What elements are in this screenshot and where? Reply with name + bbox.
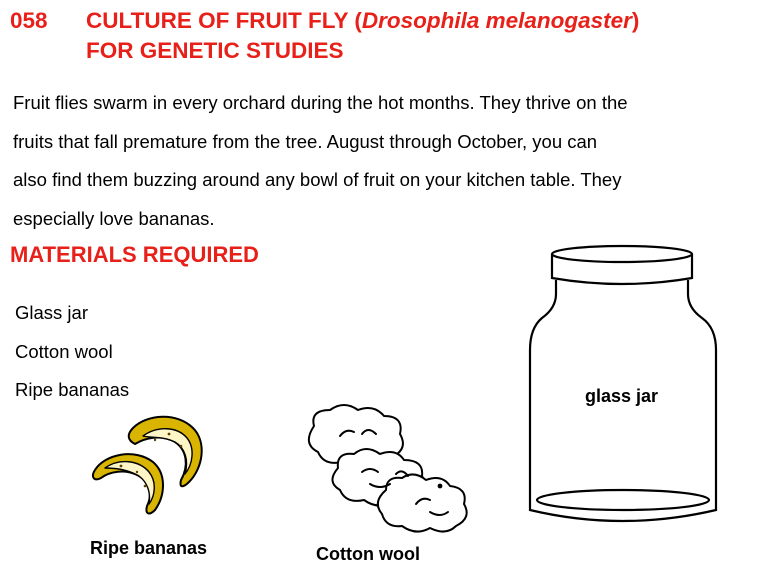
title-close: ) [631,8,640,33]
cotton-wool-illustration [300,404,490,538]
intro-line: fruits that fall premature from the tree. August through October, you can [13,130,598,152]
cotton-wool-label: Cotton wool [316,544,420,564]
title-line-2: FOR GENETIC STUDIES [86,38,344,63]
material-item: Cotton wool [15,340,113,362]
bananas-label: Ripe bananas [90,538,208,558]
bananas-illustration [85,410,210,525]
materials-heading: MATERIALS REQUIRED [10,242,259,267]
page-title [86,6,746,66]
item-number: 058 [10,8,48,33]
material-item: Ripe bananas [15,379,130,400]
title-main: CULTURE OF FRUIT FLY ( [86,8,362,33]
glass-jar-label: glass jar [585,386,659,406]
materials-list [15,294,129,410]
intro-paragraph [13,84,753,238]
intro-line: Fruit flies swarm in every orchard during the hot months. They thrive on the [13,92,628,113]
intro-line: also find them buzzing around any bowl of fruit on your kitchen table. They [13,169,622,190]
material-item: Glass jar [15,302,88,323]
title-species: Drosophila melanogaster [361,8,632,33]
intro-line: especially love bananas. [13,207,215,229]
